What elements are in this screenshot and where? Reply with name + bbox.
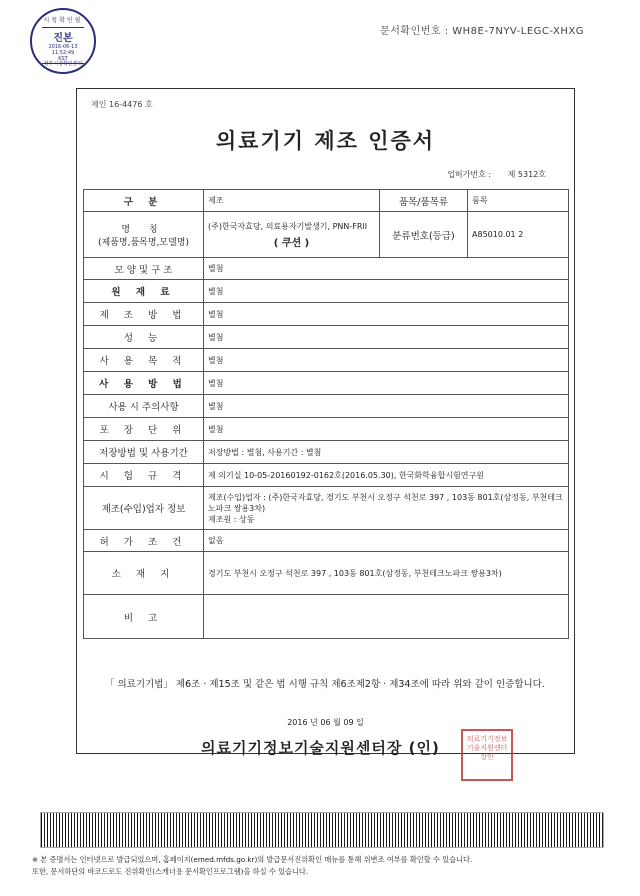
table-row bbox=[84, 326, 569, 349]
product-name: (주)한국자효당, 의료용자기발생기, PNN-FRII bbox=[208, 221, 368, 231]
manufacturer-origin: 제조원 : 상동 bbox=[208, 514, 255, 524]
row-value: 별첨 bbox=[204, 418, 569, 441]
row-label: 포 장 단 위 bbox=[84, 418, 204, 441]
issuer-name: 의료기기정보기술지원센터장 (인) bbox=[201, 739, 440, 757]
table-row bbox=[84, 441, 569, 464]
name-label-sub: (제품명,품목명,모델명) bbox=[98, 237, 189, 248]
product-name-sub: ( 쿠션 ) bbox=[273, 237, 310, 249]
permit-value: 제 5312호 bbox=[507, 170, 546, 179]
row-label: 비 고 bbox=[84, 595, 204, 639]
row-value: 품목 bbox=[468, 190, 569, 212]
seal-bottom-text: 정부시청확인센터 bbox=[43, 61, 83, 67]
table-row bbox=[84, 212, 569, 258]
row-value: 별첨 bbox=[204, 349, 569, 372]
seal-time: 11:52:49 bbox=[51, 50, 75, 56]
row-value: 별첨 bbox=[204, 303, 569, 326]
row-value: 별첨 bbox=[204, 258, 569, 280]
row-label bbox=[84, 212, 204, 258]
row-value: 저장방법 : 별첨, 사용기간 : 별첨 bbox=[204, 441, 569, 464]
table-row bbox=[84, 552, 569, 595]
row-value: 제조 bbox=[204, 190, 380, 212]
issue-date: 2016 년 06 월 09 일 bbox=[287, 718, 364, 727]
certification-seal bbox=[30, 8, 96, 74]
footer-note-line-2: 또한, 문서하단의 바코드로도 진위확인(스캐너용 문서확인프로그램)을 하실 수 있습니다. bbox=[32, 867, 309, 876]
row-label: 모 양 및 구 조 bbox=[84, 258, 204, 280]
document-confirmation-number: 문서확인번호 : WH8E-7NYV-LEGC-XHXG bbox=[380, 26, 584, 37]
row-value: 별첨 bbox=[204, 326, 569, 349]
row-value: 별첨 bbox=[204, 372, 569, 395]
certificate-table bbox=[83, 189, 569, 639]
seal-timezone: KST bbox=[58, 56, 68, 62]
table-row bbox=[84, 464, 569, 487]
row-value: 없음 bbox=[204, 530, 569, 552]
row-label: 구 분 bbox=[84, 190, 204, 212]
registration-number: 제인 16-4476 호 bbox=[91, 100, 153, 109]
certificate-frame bbox=[76, 88, 575, 761]
seal-main-text: 진본 bbox=[53, 33, 73, 44]
row-value: 제 의기실 10-05-20160192-0162호(2016.05.30), 한국화학융합시험연구원 bbox=[204, 464, 569, 487]
row-label: 품목/품목류 bbox=[380, 190, 468, 212]
seal-top-text: 시청확인필 bbox=[43, 17, 83, 24]
table-row bbox=[84, 418, 569, 441]
name-label: 명 칭 bbox=[121, 224, 166, 235]
row-value: 경기도 부천시 오정구 석천로 397 , 103동 801호(삼정동, 부천테크노파크 쌍용3차) bbox=[204, 552, 569, 595]
row-value: 별첨 bbox=[204, 395, 569, 418]
official-stamp: 의료기기정보기술지원센터장인 bbox=[461, 729, 513, 781]
row-label: 사 용 방 법 bbox=[84, 372, 204, 395]
table-row bbox=[84, 280, 569, 303]
row-label: 원 재 료 bbox=[84, 280, 204, 303]
row-label: 분류번호(등급) bbox=[380, 212, 468, 258]
table-row bbox=[84, 372, 569, 395]
table-row bbox=[84, 349, 569, 372]
row-label: 제 조 방 법 bbox=[84, 303, 204, 326]
seal-center bbox=[42, 27, 84, 64]
row-label: 성 능 bbox=[84, 326, 204, 349]
row-label: 시 험 규 격 bbox=[84, 464, 204, 487]
table-row bbox=[84, 487, 569, 530]
row-label: 저장방법 및 사용기간 bbox=[84, 441, 204, 464]
permit-label: 업허가번호 : bbox=[447, 170, 492, 179]
table-row bbox=[84, 303, 569, 326]
table-row bbox=[84, 258, 569, 280]
table-row bbox=[84, 190, 569, 212]
row-label: 소 재 지 bbox=[84, 552, 204, 595]
footer-note bbox=[32, 854, 612, 878]
certification-statement: 「 의료기기법」 제6조 · 제15조 및 같은 법 시행 규칙 제6조제2항 · 제34조에 따라 위와 같이 인증합니다. bbox=[105, 679, 545, 690]
manufacturer-info: 제조(수입)업자 : (주)한국자효당, 경기도 부천시 오정구 석천로 397 , 103동 801호(삼정동, 부천테크노파크 쌍용3차) bbox=[208, 492, 563, 513]
table-row bbox=[84, 595, 569, 639]
row-label: 제조(수입)업자 정보 bbox=[84, 487, 204, 530]
row-label: 허 가 조 건 bbox=[84, 530, 204, 552]
row-label: 사 용 목 적 bbox=[84, 349, 204, 372]
row-value: 별첨 bbox=[204, 280, 569, 303]
row-value bbox=[204, 212, 380, 258]
row-value: A85010.01 2 bbox=[468, 212, 569, 258]
row-label: 사용 시 주의사항 bbox=[84, 395, 204, 418]
seal-date: 2016-06-13 bbox=[48, 44, 78, 50]
row-value bbox=[204, 595, 569, 639]
table-row bbox=[84, 395, 569, 418]
table-row bbox=[84, 530, 569, 552]
footer-note-line-1: ※ 본 증명서는 인터넷으로 발급되었으며, 홈페이지(emed.mfds.go.kr)의 발급문서진위확인 메뉴를 통해 위변조 여부를 확인할 수 있습니다. bbox=[32, 855, 473, 864]
verification-barcode bbox=[40, 812, 604, 848]
certificate-title: 의료기기 제조 인증서 bbox=[215, 129, 436, 153]
permit-number bbox=[433, 169, 546, 180]
row-value bbox=[204, 487, 569, 530]
